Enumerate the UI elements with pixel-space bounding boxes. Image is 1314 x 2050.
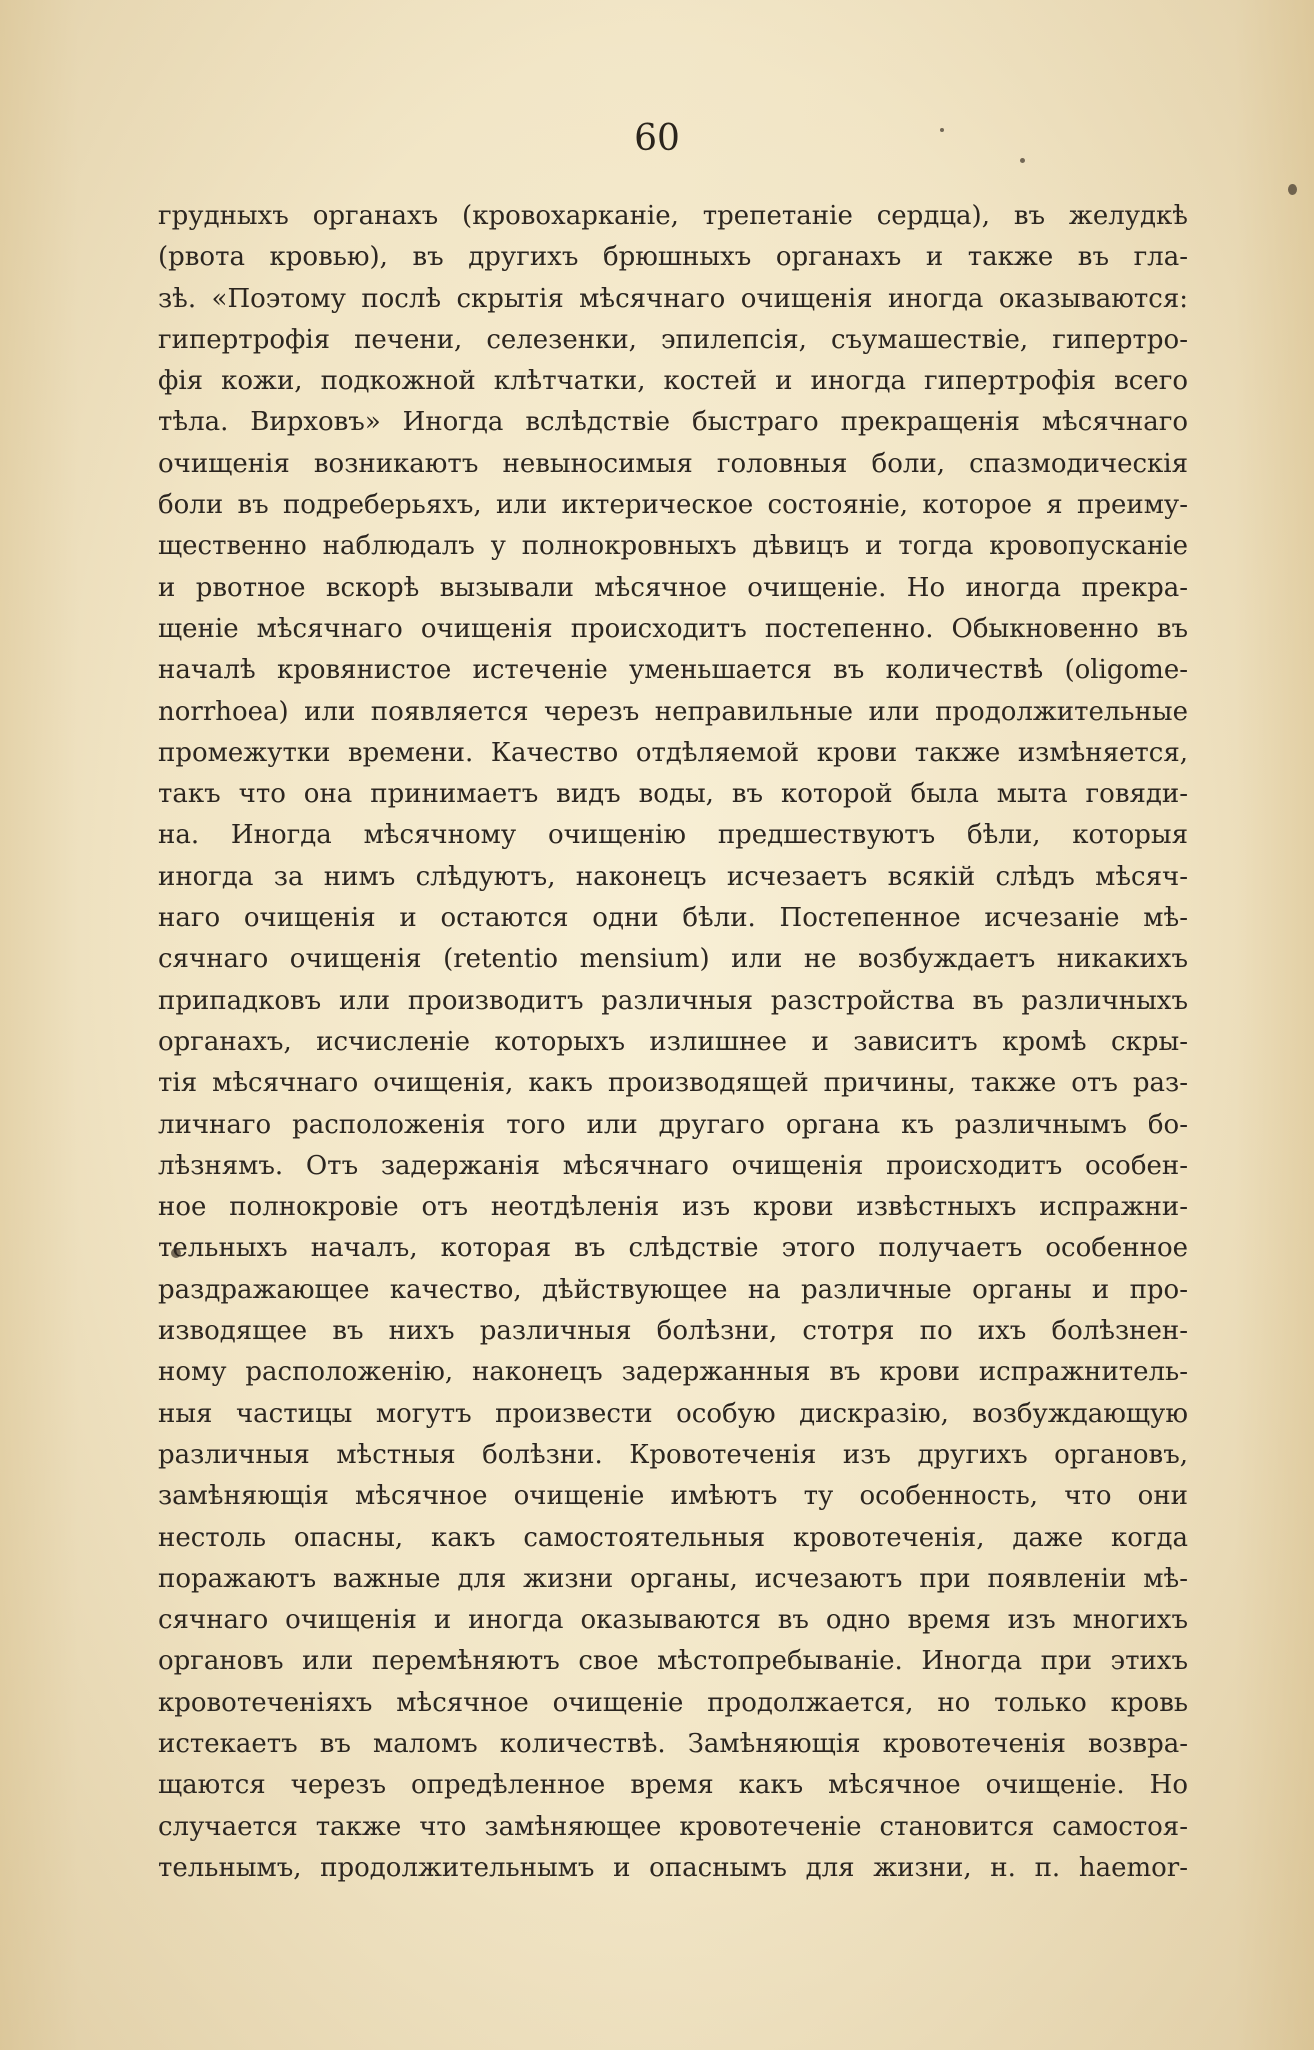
text-line: ное полнокровіе отъ неотдѣленія изъ крови извѣстныхъ испражни- [158,1192,1188,1223]
text-line: фія кожи, подкожной клѣтчатки, костей и иногда гипертрофія всего [158,366,1188,397]
text-line: тельнымъ, продолжительнымъ и опаснымъ для жизни, н. п. haemor- [158,1852,1188,1883]
text-line: промежутки времени. Качество отдѣляемой крови также измѣняется, [158,737,1188,768]
text-line: поражаютъ важные для жизни органы, исчезаютъ при появленіи мѣ- [158,1563,1188,1594]
text-line: щеніе мѣсячнаго очищенія происходитъ постепенно. Обыкновенно въ [158,613,1188,644]
text-line: зѣ. «Поэтому послѣ скрытія мѣсячнаго очищенія иногда оказываются: [158,283,1188,314]
text-line: щественно наблюдалъ у полнокровныхъ дѣвицъ и тогда кровопусканіе [158,531,1188,562]
page-body-text [158,196,1188,1889]
text-line: кровотеченіяхъ мѣсячное очищеніе продолжается, но только кровь [158,1687,1188,1718]
text-line: ныя частицы могутъ произвести особую дискразію, возбуждающую [158,1398,1188,1429]
text-line: ному расположенію, наконецъ задержанныя въ крови испражнитель- [158,1357,1188,1388]
text-line: органахъ, исчисленіе которыхъ излишнее и зависитъ кромѣ скры- [158,1026,1188,1057]
text-line: различныя мѣстныя болѣзни. Кровотеченія изъ другихъ органовъ, [158,1439,1188,1470]
text-line: грудныхъ органахъ (кровохарканіе, трепетаніе сердца), въ желудкѣ [158,201,1188,231]
text-line: очищенія возникаютъ невыносимыя головныя боли, спазмодическія [158,448,1188,479]
text-line: сячнаго очищенія и иногда оказываются въ одно время изъ многихъ [158,1605,1188,1636]
text-line: тія мѣсячнаго очищенія, какъ производящей причины, также отъ раз- [158,1068,1188,1099]
text-line: на. Иногда мѣсячному очищенію предшествуютъ бѣли, которыя [158,820,1188,851]
text-line: такъ что она принимаетъ видъ воды, въ которой была мыта говяди- [158,779,1188,810]
ink-speck [940,128,944,132]
ink-speck [1288,184,1297,195]
text-line: личнаго расположенія того или другаго органа къ различнымъ бо- [158,1109,1188,1140]
ink-speck [1020,158,1025,163]
text-line: замѣняющія мѣсячное очищеніе имѣютъ ту особенность, что они [158,1481,1188,1512]
text-line: гипертрофія печени, селезенки, эпилепсія, съумашествіе, гипертро- [158,324,1188,355]
text-line: (рвота кровью), въ другихъ брюшныхъ органахъ и также въ гла- [158,242,1188,273]
text-line: боли въ подреберьяхъ, или иктерическое состояніе, которое я преиму- [158,490,1188,521]
text-line: припадковъ или производитъ различныя разстройства въ различныхъ [158,985,1188,1016]
text-line: изводящее въ нихъ различныя болѣзни, стотря по ихъ болѣзнен- [158,1316,1188,1347]
text-line: началѣ кровянистое истеченіе уменьшается въ количествѣ (oligome- [158,655,1188,686]
text-line: лѣзнямъ. Отъ задержанія мѣсячнаго очищенія происходитъ особен- [158,1150,1188,1181]
text-line: истекаетъ въ маломъ количествѣ. Замѣняющія кровотеченія возвра- [158,1728,1188,1759]
text-line: органовъ или перемѣняютъ свое мѣстопребываніе. Иногда при этихъ [158,1646,1188,1677]
text-line: тельныхъ началъ, которая въ слѣдствіе этого получаетъ особенное [158,1233,1188,1264]
text-line: наго очищенія и остаются одни бѣли. Постепенное исчезаніе мѣ- [158,903,1188,934]
text-line: случается также что замѣняющее кровотеченіе становится самостоя- [158,1811,1188,1842]
text-line: иногда за нимъ слѣдуютъ, наконецъ исчезаетъ всякій слѣдъ мѣсяч- [158,861,1188,892]
text-line: щаются черезъ опредѣленное время какъ мѣсячное очищеніе. Но [158,1770,1188,1801]
text-line: нестоль опасны, какъ самостоятельныя кровотеченія, даже когда [158,1522,1188,1553]
text-line: сячнаго очищенія (retentio mensium) или не возбуждаетъ никакихъ [158,944,1188,975]
page-number: 60 [634,118,680,159]
text-line: и рвотное вскорѣ вызывали мѣсячное очищеніе. Но иногда прекра- [158,572,1188,603]
text-line: norrhoea) или появляется черезъ неправильные или продолжительные [158,696,1188,727]
text-line: тѣла. Вирховъ» Иногда вслѣдствіе быстраго прекращенія мѣсячнаго [158,407,1188,438]
text-line: раздражающее качество, дѣйствующее на различные органы и про- [158,1274,1188,1305]
